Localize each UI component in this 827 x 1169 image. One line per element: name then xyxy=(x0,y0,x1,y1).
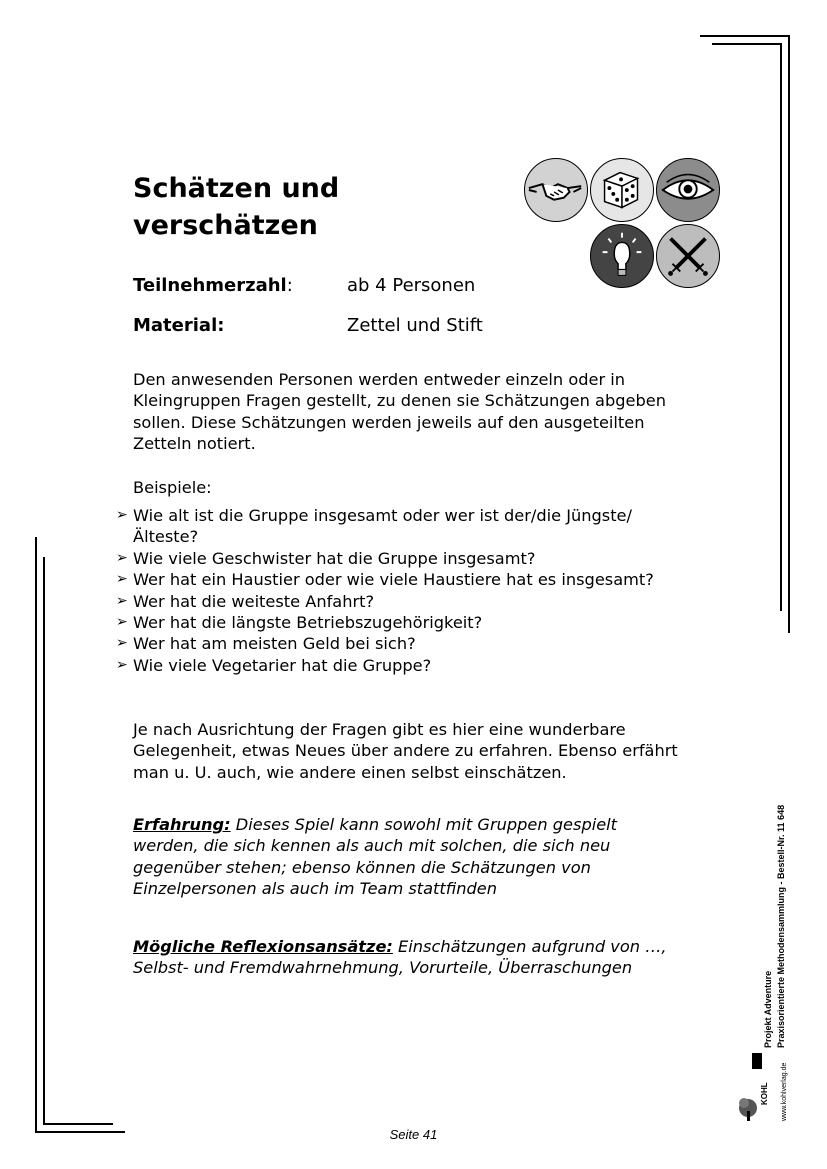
publisher-logo xyxy=(738,1053,770,1123)
material-row xyxy=(133,315,483,336)
arrow-bullet-icon: ➢ xyxy=(116,635,128,652)
icon-group xyxy=(524,158,724,290)
frame-bottom-line-2 xyxy=(43,1123,113,1125)
arrow-bullet-icon: ➢ xyxy=(116,571,128,588)
list-item: ➢ Wer hat die weiteste Anfahrt? xyxy=(116,591,375,611)
list-item: ➢ Wer hat ein Haustier oder wie viele Haustiere hat es insgesamt? xyxy=(116,570,654,590)
participants-label: Teilnehmerzahl: xyxy=(133,275,293,296)
side-series-subtitle: Praxisorientierte Methodensammlung - Bestell-Nr. 11 648 xyxy=(776,804,786,1048)
experience-text: Dieses Spiel kann sowohl mit Gruppen gespielt werden, die sich kennen als auch mit solchen, die sich neu gegenüber stehen; ebenso können die Schätzungen von Einzelpersonen als auch im Team stattfinden xyxy=(133,815,618,899)
handshake-icon xyxy=(524,158,588,222)
examples-label: Beispiele: xyxy=(133,478,212,497)
frame-left-line-1 xyxy=(35,537,37,1133)
arrow-bullet-icon: ➢ xyxy=(116,656,128,673)
participants-value: ab 4 Personen xyxy=(347,275,476,296)
list-item: ➢ Wie alt ist die Gruppe insgesamt oder wer ist der/die Jüngste/Älteste? xyxy=(116,506,632,547)
list-item: ➢ Wie viele Geschwister hat die Gruppe insgesamt? xyxy=(116,548,536,568)
reflection-section xyxy=(133,936,673,979)
side-series-title: Projekt Adventure xyxy=(763,970,773,1048)
experience-label: Erfahrung: xyxy=(133,815,231,834)
list-item: ➢ Wie viele Vegetarier hat die Gruppe? xyxy=(116,655,432,675)
list-item: ➢ Wer hat die längste Betriebszugehörigkeit? xyxy=(116,613,483,633)
reflection-label: Mögliche Reflexionsansätze: xyxy=(133,937,393,956)
eye-icon xyxy=(656,158,720,222)
material-label: Material: xyxy=(133,315,225,336)
frame-top-line-1 xyxy=(700,35,790,37)
intro-paragraph: Den anwesenden Personen werden entweder einzeln oder in Kleingruppen Fragen gestellt, zu denen sie Schätzungen abgeben sollen. Diese Schätzungen werden jeweils auf den ausgeteilten Zetteln notiert. xyxy=(133,370,666,454)
arrow-bullet-icon: ➢ xyxy=(116,614,128,631)
reflection-text: Einschätzungen aufgrund von …, Selbst- und Fremdwahrnehmung, Vorurteile, Überraschungen xyxy=(133,937,667,978)
crossed-swords-icon xyxy=(656,224,720,288)
page-title: Schätzen und verschätzen xyxy=(133,173,340,241)
participants-row xyxy=(133,275,475,296)
publisher-url: www.kohlverlag.de xyxy=(781,1062,788,1121)
arrow-bullet-icon: ➢ xyxy=(116,549,128,566)
arrow-bullet-icon: ➢ xyxy=(116,507,128,523)
frame-right-line-2 xyxy=(780,43,782,611)
material-value: Zettel und Stift xyxy=(347,315,483,336)
publisher-name: KOHL xyxy=(760,1082,769,1105)
examples-list xyxy=(116,505,676,676)
list-item: ➢ Wer hat am meisten Geld bei sich? xyxy=(116,634,416,654)
frame-right-line-1 xyxy=(788,35,790,633)
dice-icon xyxy=(590,158,654,222)
frame-top-line-2 xyxy=(712,43,782,45)
page-number: Seite 41 xyxy=(389,1127,438,1142)
frame-left-line-2 xyxy=(43,557,45,1125)
arrow-bullet-icon: ➢ xyxy=(116,592,128,609)
lightbulb-icon xyxy=(590,224,654,288)
experience-section xyxy=(133,814,673,900)
outro-paragraph: Je nach Ausrichtung der Fragen gibt es hier eine wunderbare Gelegenheit, etwas Neues über andere zu erfahren. Ebenso erfährt man u. U. auch, wie andere einen selbst einschätzen. xyxy=(133,720,678,782)
